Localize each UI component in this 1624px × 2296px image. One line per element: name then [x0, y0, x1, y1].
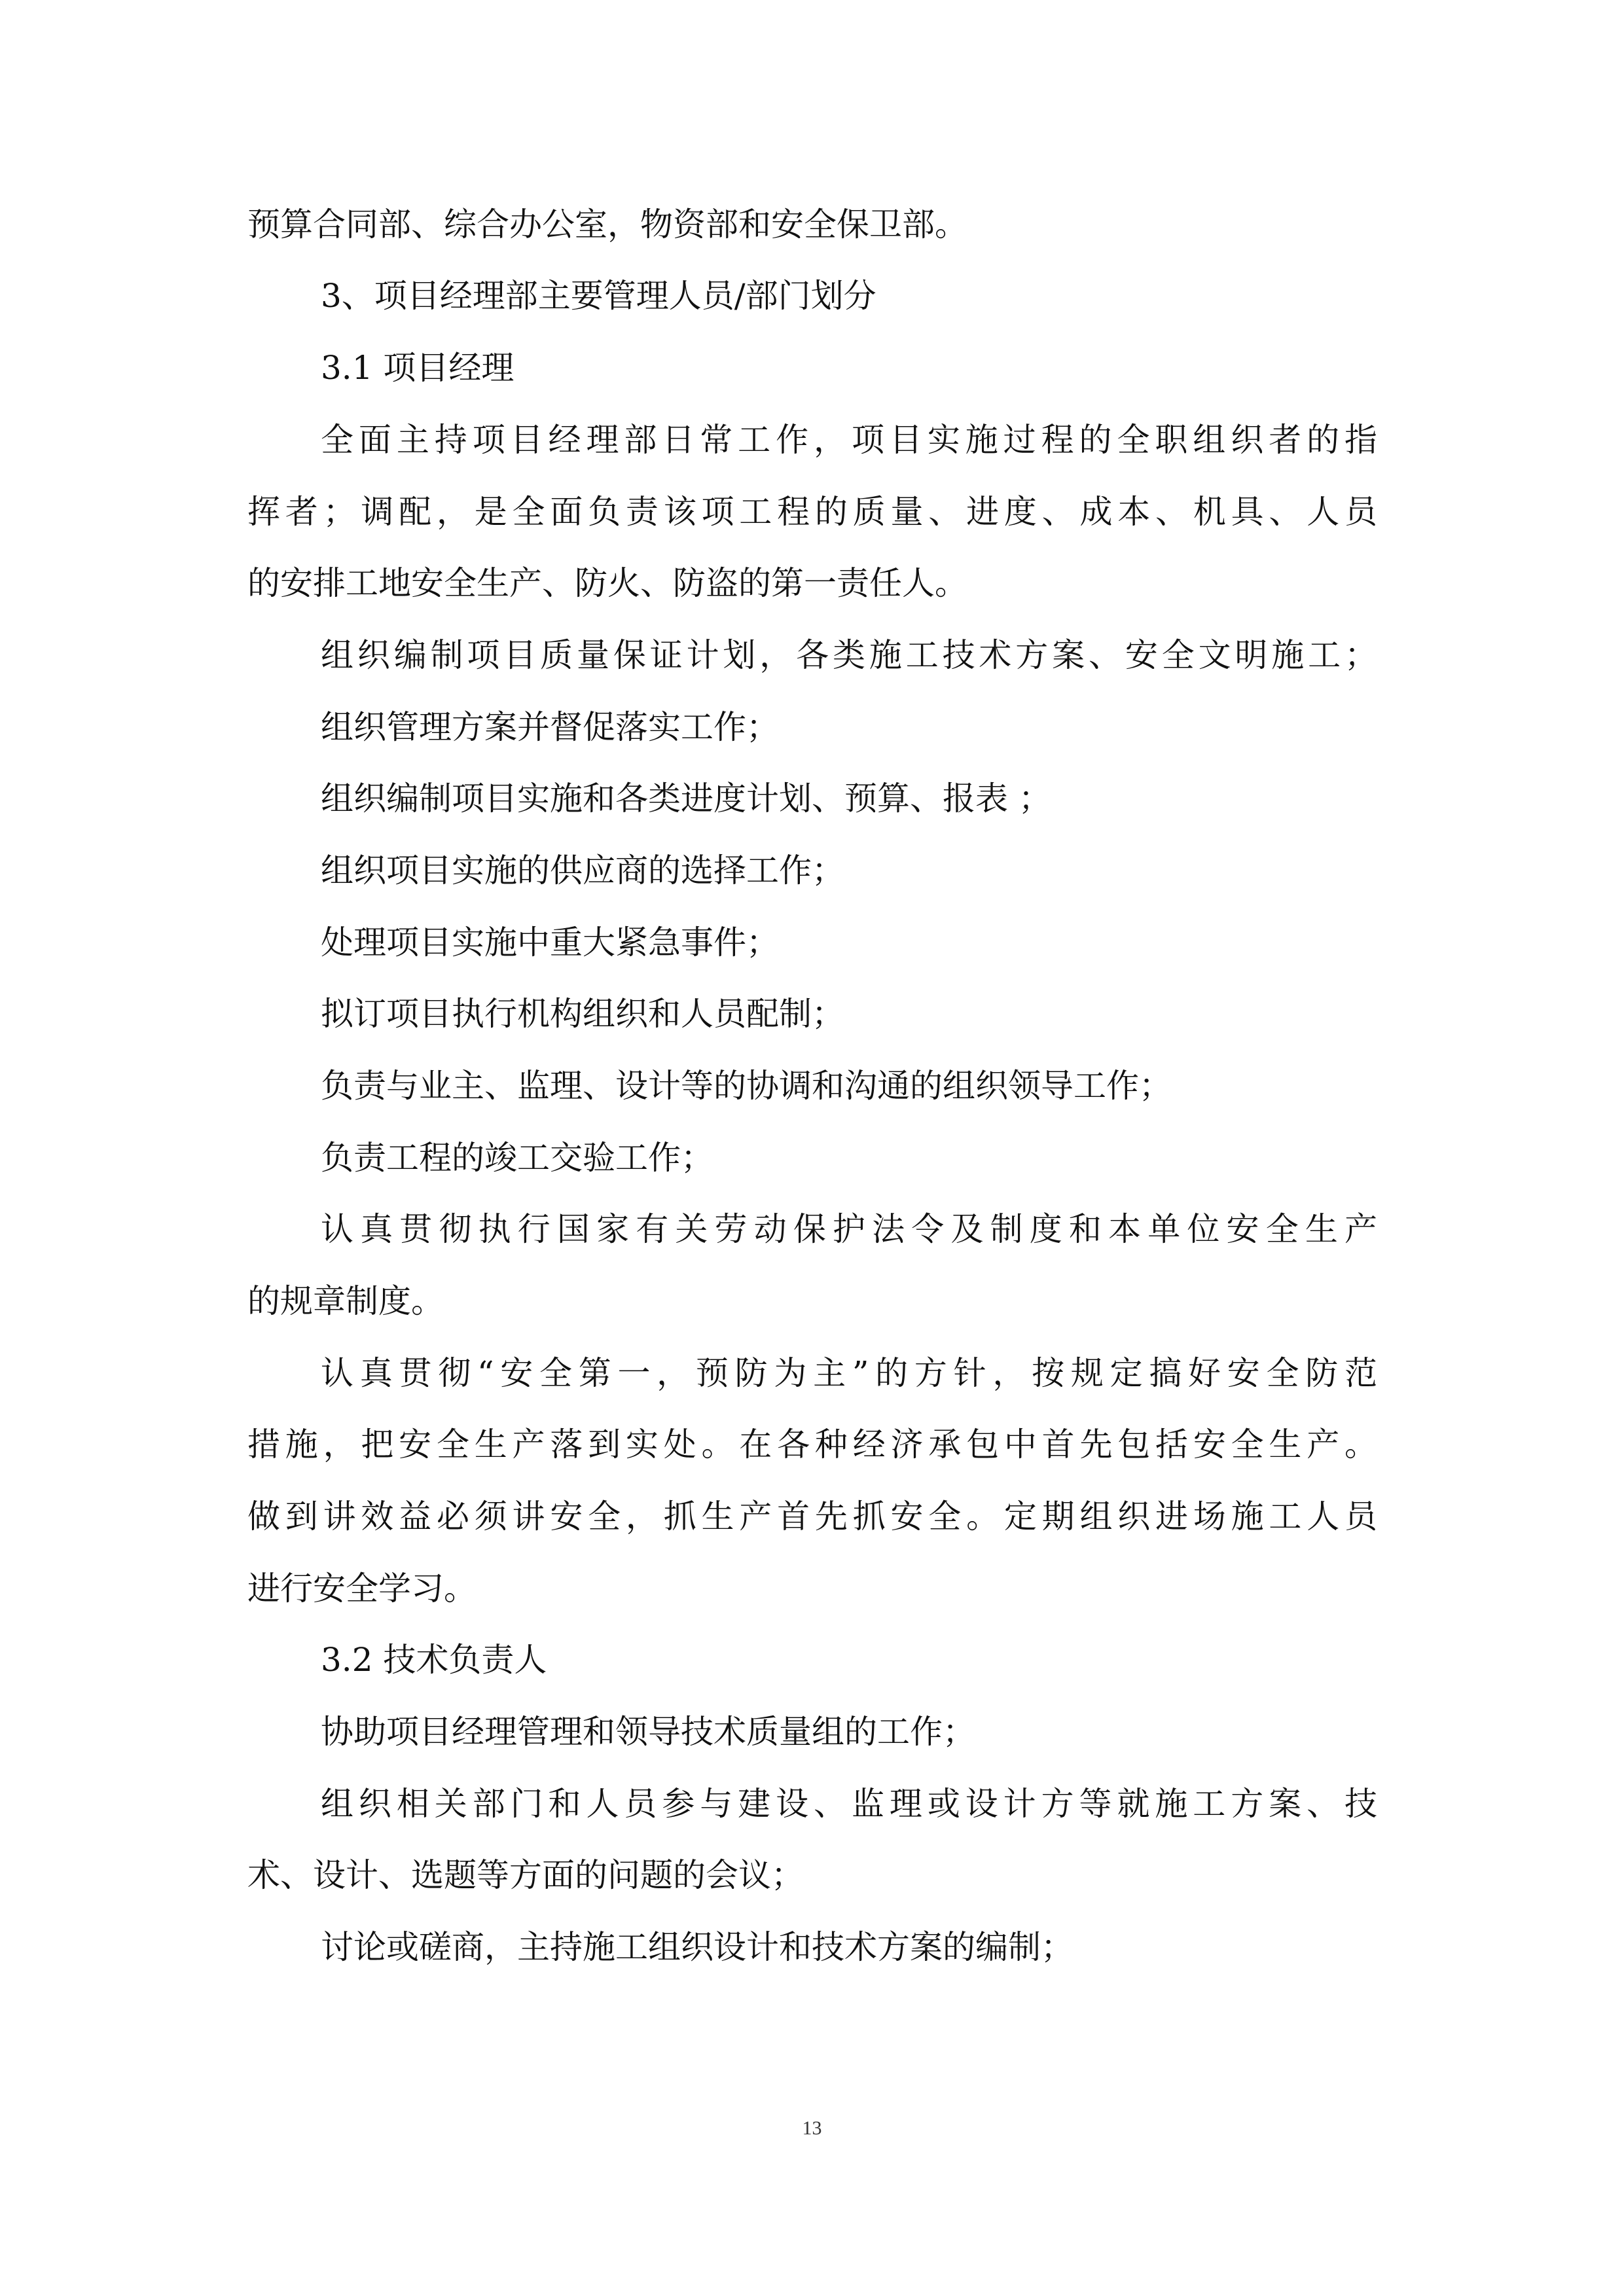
paragraph-line: 组织编制项目质量保证计划，各类施工技术方案、安全文明施工；: [321, 636, 1377, 674]
paragraph-line: 拟订项目执行机构组织和人员配制；: [321, 995, 844, 1033]
paragraph-line: 挥者；调配，是全面负责该项工程的质量、进度、成本、机具、人员: [247, 493, 1377, 531]
paragraph-line: 预算合同部、综合办公室，物资部和安全保卫部。: [247, 206, 967, 243]
paragraph-line: 认真贯彻“安全第一，预防为主”的方针，按规定搞好安全防范: [321, 1354, 1377, 1392]
paragraph-line: 的规章制度。: [247, 1282, 444, 1320]
paragraph-line: 做到讲效益必须讲安全，抓生产首先抓安全。定期组织进场施工人员: [247, 1498, 1377, 1535]
paragraph-line: 协助项目经理管理和领导技术质量组的工作；: [321, 1713, 975, 1751]
paragraph-line: 术、设计、选题等方面的问题的会议；: [247, 1856, 804, 1894]
paragraph-line: 的安排工地安全生产、防火、防盗的第一责任人。: [247, 564, 967, 602]
page-number: 13: [802, 2117, 822, 2139]
paragraph-line: 措施，把安全生产落到实处。在各种经济承包中首先包括安全生产。: [247, 1426, 1377, 1463]
paragraph-line: 全面主持项目经理部日常工作，项目实施过程的全职组织者的指: [321, 421, 1377, 459]
paragraph-line: 处理项目实施中重大紧急事件；: [321, 924, 779, 961]
paragraph-line: 负责与业主、监理、设计等的协调和沟通的组织领导工作；: [321, 1067, 1172, 1105]
paragraph-line: 认真贯彻执行国家有关劳动保护法令及制度和本单位安全生产: [321, 1210, 1377, 1248]
paragraph-line: 组织管理方案并督促落实工作；: [321, 708, 779, 746]
paragraph-line: 讨论或磋商，主持施工组织设计和技术方案的编制；: [321, 1928, 1074, 1966]
subsection-heading: 3.2 技术负责人: [321, 1641, 547, 1679]
paragraph-line: 组织编制项目实施和各类进度计划、预算、报表 ；: [321, 780, 1051, 817]
paragraph-line: 组织项目实施的供应商的选择工作；: [321, 852, 844, 889]
paragraph-line: 负责工程的竣工交验工作；: [321, 1139, 713, 1177]
subsection-heading: 3.1 项目经理: [321, 349, 514, 387]
section-heading: 3、项目经理部主要管理人员/部门划分: [321, 277, 876, 315]
paragraph-line: 进行安全学习。: [247, 1570, 477, 1607]
paragraph-line: 组织相关部门和人员参与建设、监理或设计方等就施工方案、技: [321, 1785, 1377, 1823]
